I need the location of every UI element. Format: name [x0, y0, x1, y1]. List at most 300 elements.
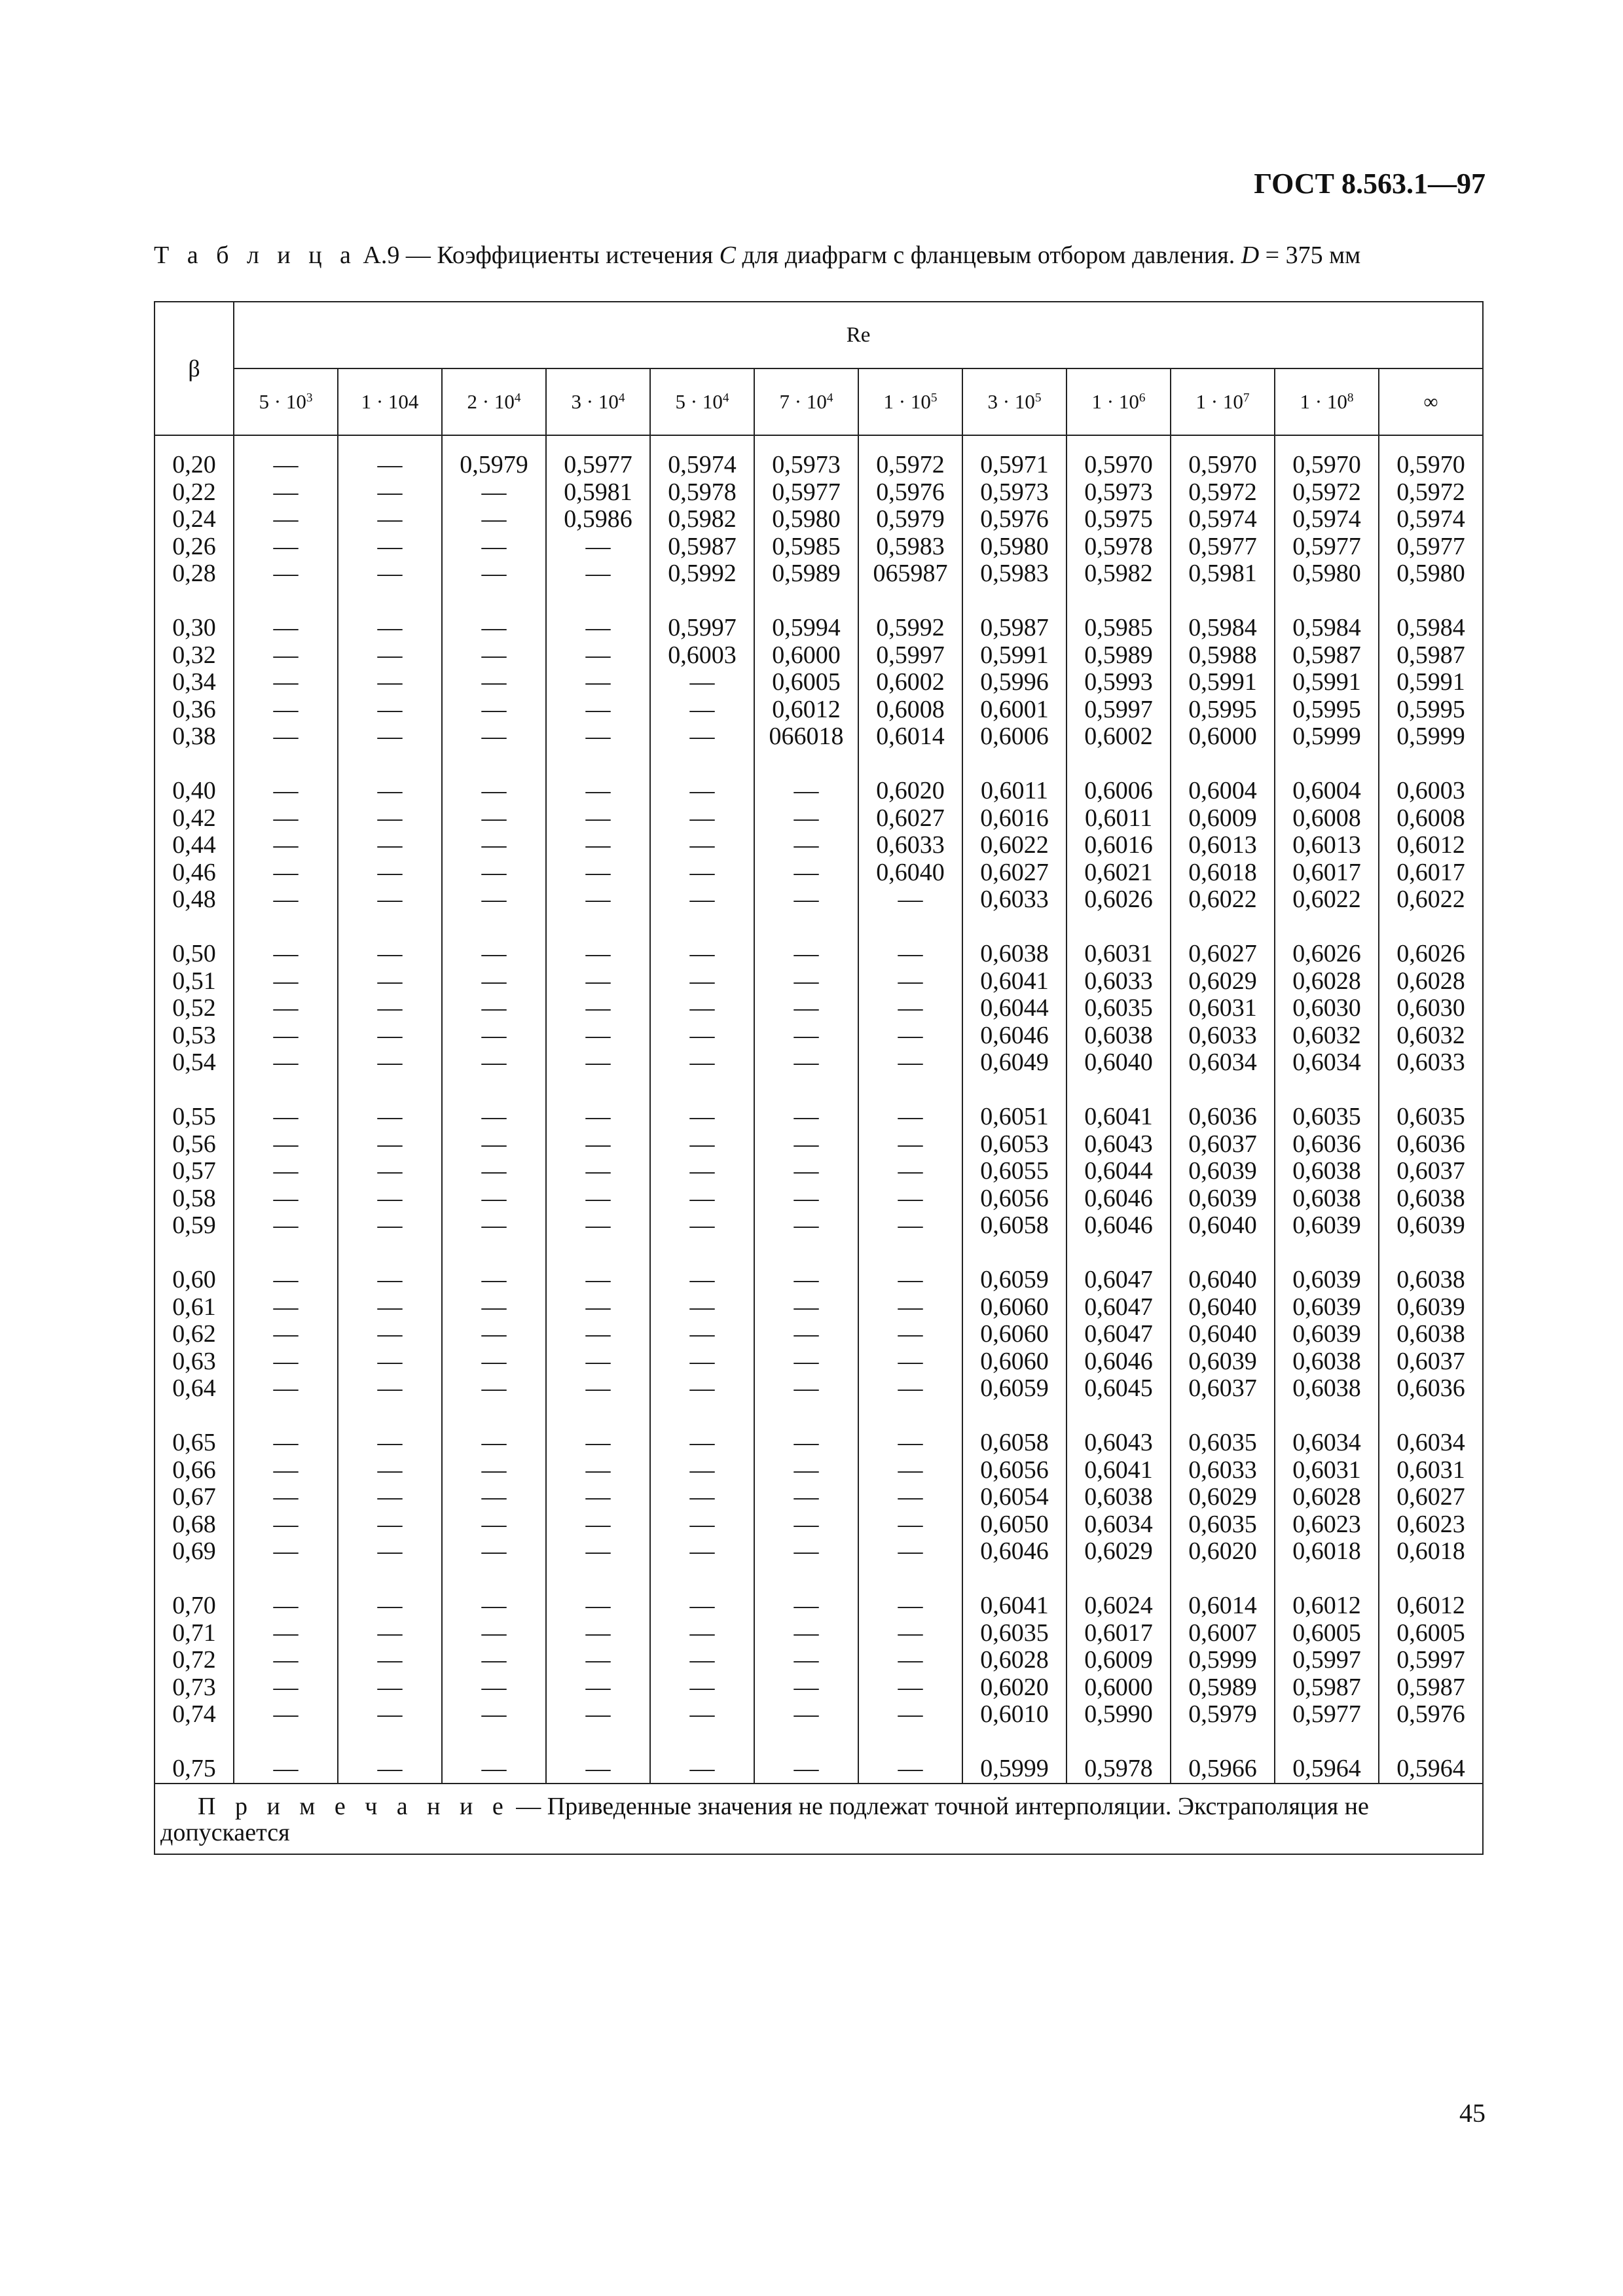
value-cell: 0,5999 — [1188, 1646, 1257, 1674]
value-cell: — — [689, 1211, 715, 1239]
value-cell: 0,5978 — [668, 478, 737, 506]
value-cell: — — [898, 1049, 923, 1076]
group-gap — [1379, 1729, 1482, 1756]
value-cell: — — [377, 804, 403, 832]
value-cell: 0,6044 — [1084, 1157, 1153, 1185]
value-cell: 0,6040 — [1188, 1211, 1257, 1239]
value-cell: — — [793, 1456, 819, 1484]
value-cell: 0,6060 — [980, 1347, 1049, 1375]
value-cell: 0,6022 — [1292, 886, 1361, 913]
value-cell: 0,6038 — [1292, 1347, 1361, 1375]
value-cell: — — [585, 1320, 611, 1348]
value-cell: 0,6013 — [1292, 831, 1361, 859]
group-gap — [1067, 914, 1170, 941]
beta-cell: 0,59 — [172, 1211, 216, 1239]
value-cell: — — [481, 1700, 507, 1728]
value-cell: 0,6046 — [1084, 1184, 1153, 1212]
value-cell: — — [273, 1293, 299, 1321]
value-cell: — — [689, 940, 715, 967]
re-column-base: 7 · 10 — [779, 390, 827, 413]
value-cell: — — [273, 505, 299, 533]
value-cell: — — [585, 614, 611, 641]
beta-cell: 0,53 — [172, 1021, 216, 1049]
value-cell: 0,6018 — [1396, 1537, 1465, 1565]
beta-cell: 0,66 — [172, 1456, 216, 1484]
re-column-header — [1379, 368, 1483, 435]
value-cell: — — [273, 1320, 299, 1348]
group-gap — [547, 1729, 649, 1756]
group-gap — [1067, 1403, 1170, 1430]
beta-column — [155, 435, 234, 1784]
value-cell: 065987 — [873, 560, 948, 587]
value-cell: — — [793, 1673, 819, 1701]
value-column — [546, 435, 650, 1784]
value-cell: — — [585, 532, 611, 560]
value-cell: 0,6028 — [1292, 967, 1361, 995]
value-cell: — — [898, 1592, 923, 1619]
value-cell: 0,5977 — [1396, 532, 1465, 560]
re-column-exponent: 6 — [1139, 391, 1146, 405]
value-cell: 0,5991 — [980, 641, 1049, 669]
beta-cell: 0,71 — [172, 1619, 216, 1647]
group-gap — [443, 1077, 545, 1104]
value-cell: 0,6029 — [1188, 967, 1257, 995]
group-gap — [651, 914, 754, 941]
value-cell: 0,5996 — [980, 668, 1049, 696]
value-cell: 0,6008 — [1292, 804, 1361, 832]
value-cell: — — [377, 641, 403, 669]
value-cell: 0,6028 — [1396, 967, 1465, 995]
value-cell: — — [273, 451, 299, 478]
value-cell: — — [377, 1347, 403, 1375]
value-cell: 0,6005 — [1396, 1619, 1465, 1647]
value-cell: — — [898, 1673, 923, 1701]
value-cell: — — [481, 1049, 507, 1076]
value-cell: 0,6017 — [1396, 858, 1465, 886]
group-gap — [547, 1566, 649, 1593]
value-cell: 0,6011 — [1084, 804, 1153, 832]
re-column-base: 1 · 104 — [361, 390, 419, 413]
value-cell: — — [898, 1211, 923, 1239]
value-cell: — — [377, 886, 403, 913]
value-cell: — — [481, 614, 507, 641]
value-cell: 0,6033 — [980, 886, 1049, 913]
value-cell: 0,6030 — [1396, 994, 1465, 1022]
value-cell: — — [273, 886, 299, 913]
value-cell: 0,5997 — [1396, 1646, 1465, 1674]
value-cell: 0,5997 — [1084, 695, 1153, 723]
value-cell: 0,5997 — [1292, 1646, 1361, 1674]
group-gap — [1171, 1729, 1274, 1756]
value-cell: 0,5987 — [1396, 1673, 1465, 1701]
value-cell: — — [273, 1673, 299, 1701]
value-cell: — — [377, 1157, 403, 1185]
value-cell: — — [689, 1130, 715, 1158]
group-gap — [1275, 1729, 1378, 1756]
group-gap — [443, 1566, 545, 1593]
value-cell: — — [377, 940, 403, 967]
value-cell: 0,5980 — [772, 505, 841, 533]
re-column-base: ∞ — [1423, 390, 1438, 413]
value-cell: — — [793, 1619, 819, 1647]
value-cell: — — [689, 777, 715, 804]
value-cell: — — [689, 994, 715, 1022]
beta-cell: 0,51 — [172, 967, 216, 995]
re-column-header — [546, 368, 650, 435]
value-cell: — — [898, 1184, 923, 1212]
value-cell: 0,6009 — [1188, 804, 1257, 832]
value-cell: 0,5972 — [1188, 478, 1257, 506]
beta-cell: 0,52 — [172, 994, 216, 1022]
value-cell: — — [585, 560, 611, 587]
beta-header: β — [155, 302, 234, 435]
group-gap — [1171, 1077, 1274, 1104]
value-cell: — — [273, 723, 299, 750]
value-cell: — — [585, 1429, 611, 1456]
value-cell: — — [793, 1266, 819, 1293]
value-cell: 0,6008 — [1396, 804, 1465, 832]
value-cell: — — [273, 1103, 299, 1130]
value-column — [1275, 435, 1379, 1784]
value-cell: 0,5974 — [1396, 505, 1465, 533]
value-cell: 0,5997 — [668, 614, 737, 641]
value-cell: — — [689, 1429, 715, 1456]
value-cell: — — [377, 1700, 403, 1728]
value-cell: — — [585, 1619, 611, 1647]
value-cell: — — [898, 1429, 923, 1456]
value-cell: 0,6036 — [1188, 1103, 1257, 1130]
value-cell: — — [793, 940, 819, 967]
value-cell: — — [273, 560, 299, 587]
value-cell: 0,5979 — [876, 505, 945, 533]
group-gap — [859, 751, 962, 778]
value-cell: — — [898, 1456, 923, 1484]
value-cell: — — [793, 994, 819, 1022]
value-column — [858, 435, 962, 1784]
value-column — [1067, 435, 1171, 1784]
value-cell: — — [585, 1157, 611, 1185]
beta-cell: 0,64 — [172, 1374, 216, 1402]
value-cell: — — [689, 1646, 715, 1674]
beta-cell: 0,74 — [172, 1700, 216, 1728]
re-column-header — [338, 368, 442, 435]
value-cell: — — [377, 1130, 403, 1158]
value-cell: — — [793, 1483, 819, 1511]
value-cell: — — [689, 723, 715, 750]
group-gap — [338, 1729, 441, 1756]
group-gap — [1379, 1240, 1482, 1267]
value-cell: 0,6002 — [876, 668, 945, 696]
value-cell: 0,6010 — [980, 1700, 1049, 1728]
value-cell: 0,6031 — [1188, 994, 1257, 1022]
value-cell: 0,6029 — [1188, 1483, 1257, 1511]
value-cell: — — [273, 1483, 299, 1511]
value-cell: — — [273, 478, 299, 506]
value-cell: 0,6040 — [1084, 1049, 1153, 1076]
value-cell: 0,6050 — [980, 1510, 1049, 1538]
value-cell: — — [793, 1211, 819, 1239]
value-cell: 0,6041 — [980, 967, 1049, 995]
beta-cell: 0,24 — [172, 505, 216, 533]
note-label: П р и м е ч а н и е — [198, 1792, 510, 1820]
value-cell: 0,6039 — [1188, 1157, 1257, 1185]
group-gap — [963, 1729, 1066, 1756]
group-gap — [755, 751, 858, 778]
value-cell: 0,5971 — [980, 451, 1049, 478]
value-cell: 0,6058 — [980, 1429, 1049, 1456]
value-cell: 0,5978 — [1084, 1755, 1153, 1782]
value-cell: — — [377, 695, 403, 723]
value-cell: — — [273, 1456, 299, 1484]
value-cell: 0,6060 — [980, 1320, 1049, 1348]
value-cell: — — [273, 641, 299, 669]
group-gap — [1067, 1240, 1170, 1267]
beta-cell: 0,67 — [172, 1483, 216, 1511]
value-cell: — — [273, 1266, 299, 1293]
group-gap — [443, 751, 545, 778]
value-cell: 0,5976 — [1396, 1700, 1465, 1728]
value-cell: 0,6028 — [980, 1646, 1049, 1674]
value-cell: — — [689, 1619, 715, 1647]
value-cell: 0,5977 — [772, 478, 841, 506]
value-cell: — — [898, 940, 923, 967]
value-cell: 0,6018 — [1292, 1537, 1361, 1565]
value-cell: 0,6047 — [1084, 1266, 1153, 1293]
value-cell: — — [689, 1103, 715, 1130]
group-gap — [338, 588, 441, 615]
re-column-header — [754, 368, 858, 435]
value-cell: 0,6041 — [1084, 1456, 1153, 1484]
value-cell: — — [793, 1374, 819, 1402]
group-gap — [1275, 751, 1378, 778]
value-cell: — — [793, 1755, 819, 1782]
value-cell: 0,6028 — [1292, 1483, 1361, 1511]
beta-cell: 0,20 — [172, 451, 216, 478]
value-cell: 0,6021 — [1084, 858, 1153, 886]
value-cell: — — [898, 1755, 923, 1782]
value-cell: 0,6056 — [980, 1184, 1049, 1212]
group-gap — [1171, 588, 1274, 615]
value-cell: — — [793, 1646, 819, 1674]
value-cell: 0,5984 — [1292, 614, 1361, 641]
value-cell: — — [898, 1510, 923, 1538]
value-cell: 0,6060 — [980, 1293, 1049, 1321]
value-cell: — — [377, 532, 403, 560]
group-gap — [963, 751, 1066, 778]
value-cell: — — [481, 1266, 507, 1293]
value-cell: 0,5970 — [1084, 451, 1153, 478]
value-cell: 0,6034 — [1292, 1429, 1361, 1456]
value-cell: — — [273, 668, 299, 696]
value-cell: 0,6045 — [1084, 1374, 1153, 1402]
value-cell: — — [585, 668, 611, 696]
value-cell: 0,5987 — [1396, 641, 1465, 669]
value-cell: — — [481, 1755, 507, 1782]
value-cell: 0,6039 — [1188, 1184, 1257, 1212]
beta-cell: 0,62 — [172, 1320, 216, 1348]
value-cell: — — [481, 1293, 507, 1321]
value-cell: 0,5973 — [980, 478, 1049, 506]
value-cell: — — [689, 668, 715, 696]
value-cell: — — [689, 1456, 715, 1484]
beta-cell: 0,34 — [172, 668, 216, 696]
value-cell: 0,6037 — [1188, 1130, 1257, 1158]
value-column — [338, 435, 442, 1784]
value-cell: — — [377, 451, 403, 478]
beta-cell: 0,22 — [172, 478, 216, 506]
value-cell: 0,6030 — [1292, 994, 1361, 1022]
value-cell: 0,6039 — [1292, 1293, 1361, 1321]
value-cell: 0,6020 — [876, 777, 945, 804]
group-gap — [155, 588, 233, 615]
page-number: 45 — [1459, 2098, 1486, 2128]
value-cell: 0,6031 — [1292, 1456, 1361, 1484]
value-cell: 0,6038 — [1396, 1320, 1465, 1348]
value-cell: 0,6037 — [1396, 1157, 1465, 1185]
value-cell: — — [273, 994, 299, 1022]
group-gap — [963, 914, 1066, 941]
value-cell: — — [377, 1755, 403, 1782]
value-cell: 0,6012 — [1396, 831, 1465, 859]
value-cell: 0,6035 — [1084, 994, 1153, 1022]
value-cell: 0,6034 — [1084, 1510, 1153, 1538]
value-cell: 0,6001 — [980, 695, 1049, 723]
value-cell: — — [585, 1673, 611, 1701]
value-cell: — — [793, 1537, 819, 1565]
value-cell: 0,6016 — [1084, 831, 1153, 859]
re-column-exponent: 5 — [1034, 391, 1042, 405]
value-cell: 0,5991 — [1188, 668, 1257, 696]
value-cell: 0,6027 — [1396, 1483, 1465, 1511]
re-column-header — [858, 368, 962, 435]
group-gap — [651, 1729, 754, 1756]
value-cell: 0,6034 — [1188, 1049, 1257, 1076]
value-cell: 0,5987 — [980, 614, 1049, 641]
value-cell: — — [377, 994, 403, 1022]
value-cell: 0,5964 — [1396, 1755, 1465, 1782]
value-cell: 0,6036 — [1396, 1130, 1465, 1158]
value-cell: 0,6027 — [876, 804, 945, 832]
value-cell: — — [793, 804, 819, 832]
value-cell: — — [377, 1211, 403, 1239]
value-cell: — — [377, 560, 403, 587]
value-cell: — — [481, 695, 507, 723]
value-cell: — — [377, 1456, 403, 1484]
value-cell: — — [481, 994, 507, 1022]
value-cell: — — [481, 641, 507, 669]
value-cell: — — [585, 1021, 611, 1049]
coefficients-table — [154, 301, 1484, 1855]
value-cell: 0,6035 — [1292, 1103, 1361, 1130]
value-cell: — — [481, 505, 507, 533]
re-column-header — [650, 368, 754, 435]
value-cell: — — [377, 614, 403, 641]
value-cell: — — [898, 1619, 923, 1647]
value-cell: — — [377, 1619, 403, 1647]
value-column — [754, 435, 858, 1784]
value-cell: — — [585, 804, 611, 832]
value-cell: 0,6043 — [1084, 1429, 1153, 1456]
value-cell: 0,6020 — [980, 1673, 1049, 1701]
re-column-base: 1 · 10 — [1091, 390, 1139, 413]
value-cell: — — [689, 1320, 715, 1348]
beta-cell: 0,60 — [172, 1266, 216, 1293]
group-gap — [155, 1566, 233, 1593]
value-cell: — — [793, 1130, 819, 1158]
value-cell: 0,6054 — [980, 1483, 1049, 1511]
value-cell: 0,5977 — [1188, 532, 1257, 560]
value-cell: — — [481, 1673, 507, 1701]
value-cell: — — [377, 831, 403, 859]
beta-cell: 0,55 — [172, 1103, 216, 1130]
value-cell: 0,5973 — [1084, 478, 1153, 506]
group-gap — [443, 588, 545, 615]
value-cell: 0,6038 — [1084, 1021, 1153, 1049]
value-cell: 0,6038 — [1084, 1483, 1153, 1511]
group-gap — [755, 588, 858, 615]
value-cell: 0,6058 — [980, 1211, 1049, 1239]
value-cell: — — [377, 1184, 403, 1212]
value-cell: 0,6043 — [1084, 1130, 1153, 1158]
value-cell: 0,6016 — [980, 804, 1049, 832]
value-cell: — — [273, 1537, 299, 1565]
re-column-exponent: 8 — [1347, 391, 1354, 405]
group-gap — [547, 914, 649, 941]
value-cell: — — [585, 994, 611, 1022]
value-cell: 0,6009 — [1084, 1646, 1153, 1674]
value-cell: 0,5978 — [1084, 532, 1153, 560]
beta-cell: 0,30 — [172, 614, 216, 641]
group-gap — [155, 1240, 233, 1267]
beta-cell: 0,72 — [172, 1646, 216, 1674]
value-cell: 0,6038 — [1396, 1184, 1465, 1212]
group-gap — [234, 1240, 337, 1267]
value-cell: 0,5966 — [1188, 1755, 1257, 1782]
value-cell: 0,6011 — [980, 777, 1049, 804]
group-gap — [1379, 914, 1482, 941]
value-cell: — — [898, 1130, 923, 1158]
value-cell: 0,6044 — [980, 994, 1049, 1022]
value-cell: — — [585, 1266, 611, 1293]
beta-cell: 0,63 — [172, 1347, 216, 1375]
beta-cell: 0,58 — [172, 1184, 216, 1212]
value-cell: 0,6039 — [1396, 1293, 1465, 1321]
value-cell: 0,5972 — [1292, 478, 1361, 506]
value-cell: 0,6014 — [1188, 1592, 1257, 1619]
value-cell: — — [689, 1510, 715, 1538]
beta-cell: 0,75 — [172, 1755, 216, 1782]
value-cell: 0,6018 — [1188, 858, 1257, 886]
beta-cell: 0,68 — [172, 1510, 216, 1538]
group-gap — [755, 1077, 858, 1104]
value-cell: — — [898, 1320, 923, 1348]
value-cell: — — [273, 614, 299, 641]
value-cell: — — [273, 777, 299, 804]
value-cell: — — [898, 1374, 923, 1402]
value-cell: 0,5972 — [1396, 478, 1465, 506]
value-cell: — — [898, 1293, 923, 1321]
value-column — [962, 435, 1067, 1784]
group-gap — [1275, 914, 1378, 941]
value-cell: 0,6037 — [1188, 1374, 1257, 1402]
group-gap — [1275, 1403, 1378, 1430]
value-cell: 0,5989 — [772, 560, 841, 587]
group-gap — [651, 588, 754, 615]
value-cell: 0,6000 — [1188, 723, 1257, 750]
value-cell: — — [481, 858, 507, 886]
value-cell: 0,6017 — [1292, 858, 1361, 886]
re-column-header — [1067, 368, 1171, 435]
